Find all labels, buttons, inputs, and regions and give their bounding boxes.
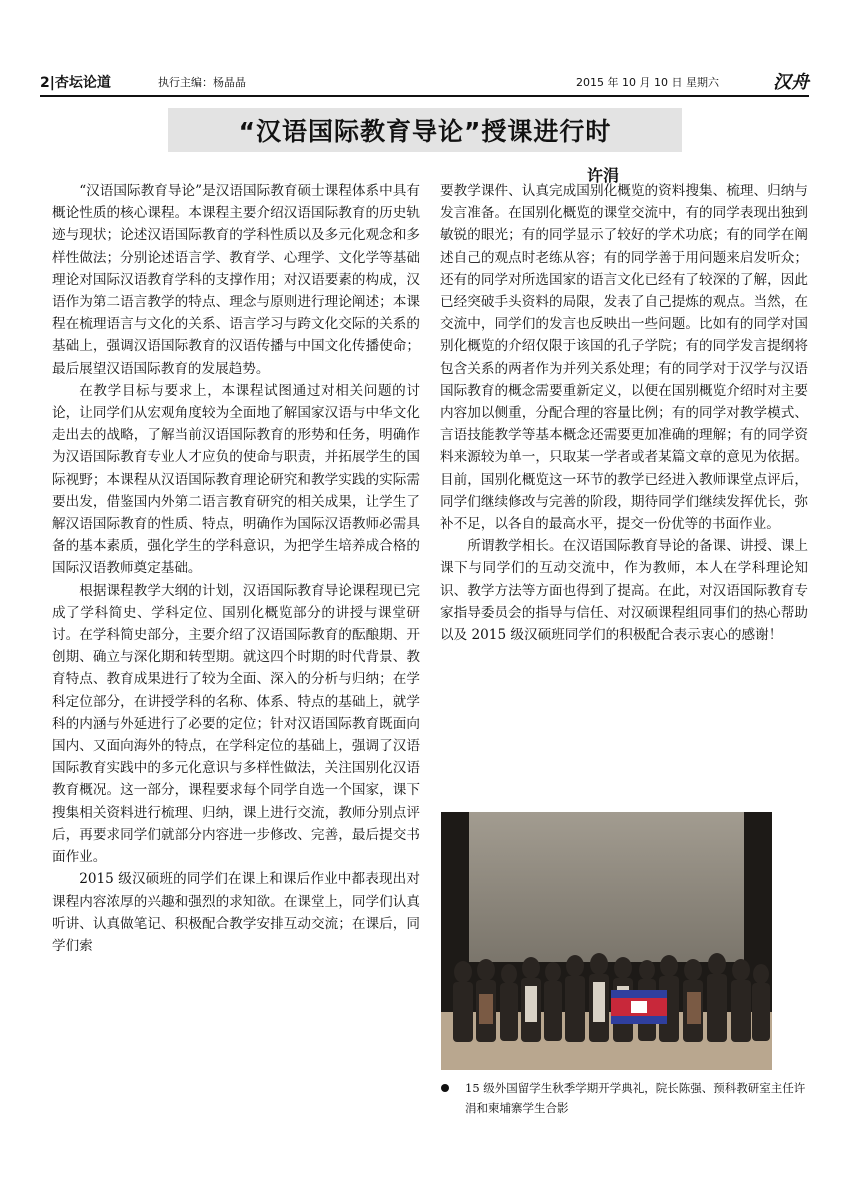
article-title-banner [168, 108, 682, 152]
article-author: 许涓 [587, 166, 620, 185]
article-column-right [440, 180, 808, 810]
masthead-logo: 汉舟 [773, 72, 809, 93]
paragraph: 根据课程教学大纲的计划，汉语国际教育导论课程现已完成了学科简史、学科定位、国别化概览部分的讲授与课堂研讨。在学科简史部分，主要介绍了汉语国际教育的酝酿期、开创期、确立与深化期和转型期。就这四个时期的时代背景、教育特点、教育成果进行了较为全面、深入的分析与归纳；在学科定位部分，在讲授学科的名称、体系、特点的基础上，就学科的内涵与外延进行了必要的定位；针对汉语国际教育既面向国内、又面向海外的特点，在学科定位的基础上，强调了汉语国际教育实践中的多元化意识与多样性做法，关注国别化汉语教育概况。这一部分，课程要求每个同学自选一个国家，课下搜集相关资料进行梳理、归纳，课上进行交流，教师分别点评后，再要求同学们就部分内容进一步修改、完善，最后提交书面作业。 [52, 582, 420, 866]
editor-credit: 执行主编：杨晶晶 [158, 76, 246, 89]
section-label: 2|杏坛论道 [40, 75, 111, 91]
paragraph: “汉语国际教育导论”是汉语国际教育硕士课程体系中具有概论性质的核心课程。本课程主要介绍汉语国际教育的历史轨迹与现状；论述汉语国际教育的学科性质以及多元化观念和多样性做法；分别论述语言学、教育学、心理学、文化学等基础理论对国际汉语教育学科的支撑作用；对汉语要素的构成，汉语作为第二语言教学的特点、理念与原则进行理论阐述；本课程在梳理语言与文化的关系、语言学习与跨文化交际的关系的基础上，强调汉语国际教育的汉语传播与中国文化传播使命；最后展望汉语国际教育的发展趋势。 [52, 183, 420, 377]
group-photo [441, 812, 772, 1070]
header-divider [40, 95, 809, 97]
photo-caption [441, 1078, 811, 1118]
bullet-icon [441, 1084, 449, 1092]
page-header [40, 72, 809, 94]
paragraph-continued: 要教学课件、认真完成国别化概览的资料搜集、梳理、归纳与发言准备。在国别化概览的课堂交流中，有的同学表现出独到敏锐的眼光；有的同学显示了较好的学术功底；有的同学在阐述自己的观点时老练从容；有的同学善于用问题来启发听众；还有的同学对所选国家的语言文化已经有了较深的了解，因此已经突破手头资料的局限，发表了自己提炼的观点。当然，在交流中，同学们的发言也反映出一些问题。比如有的同学对国别化概览的介绍仅限于该国的孔子学院；有的同学发言提纲将包含关系的两者作为并列关系处理；有的同学对于汉学与汉语国际教育的概念需要重新定义，以便在国别概览介绍时对主要内容加以侧重，分配合理的容量比例；有的同学对教学模式、言语技能教学等基本概念还需要更加准确的理解；有的同学资料来源较为单一，只取某一学者或者某篇文章的意见为依据。目前，国别化概览这一环节的教学已经进入教师课堂点评后，同学们继续修改与完善的阶段，期待同学们继续发挥优长，弥补不足，以各自的最高水平，提交一份优等的书面作业。 [440, 183, 808, 533]
issue-date: 2015 年 10 月 10 日 星期六 [576, 76, 719, 89]
paragraph: 2015 级汉硕班的同学们在课上和课后作业中都表现出对课程内容浓厚的兴趣和强烈的求知欲。在课堂上，同学们认真听讲、认真做笔记、积极配合教学安排互动交流；在课后，同学们索 [52, 871, 420, 954]
paragraph: 在教学目标与要求上，本课程试图通过对相关问题的讨论，让同学们从宏观角度较为全面地了解国家汉语与中华文化走出去的战略，了解当前汉语国际教育的形势和任务，明确作为汉语国际教育专业人才应负的使命与职责，并拓展学生的国际视野；本课程从汉语国际教育理论研究和教学实践的实际需要出发，借鉴国内外第二语言教育研究的相关成果，让学生了解汉语国际教育的性质、特点，明确作为国际汉语教师必需具备的基本素质，强化学生的学科意识，为把学生培养成合格的国际汉语教师奠定基础。 [52, 382, 420, 577]
article-column-left [52, 180, 420, 1145]
paragraph: 所谓教学相长。在汉语国际教育导论的备课、讲授、课上课下与同学们的互动交流中，作为教师，本人在学科理论知识、教学方法等方面也得到了提高。在此，对汉语国际教育专家指导委员会的指导与信任、对汉硕课程组同事们的热心帮助以及 2015 级汉硕班同学们的积极配合表示衷心的感谢！ [440, 538, 808, 644]
article-title: “汉语国际教育导论”授课进行时 [238, 117, 612, 146]
photo-caption-text: 15 级外国留学生秋季学期开学典礼，院长陈强、预科教研室主任许涓和柬埔寨学生合影 [465, 1081, 806, 1115]
